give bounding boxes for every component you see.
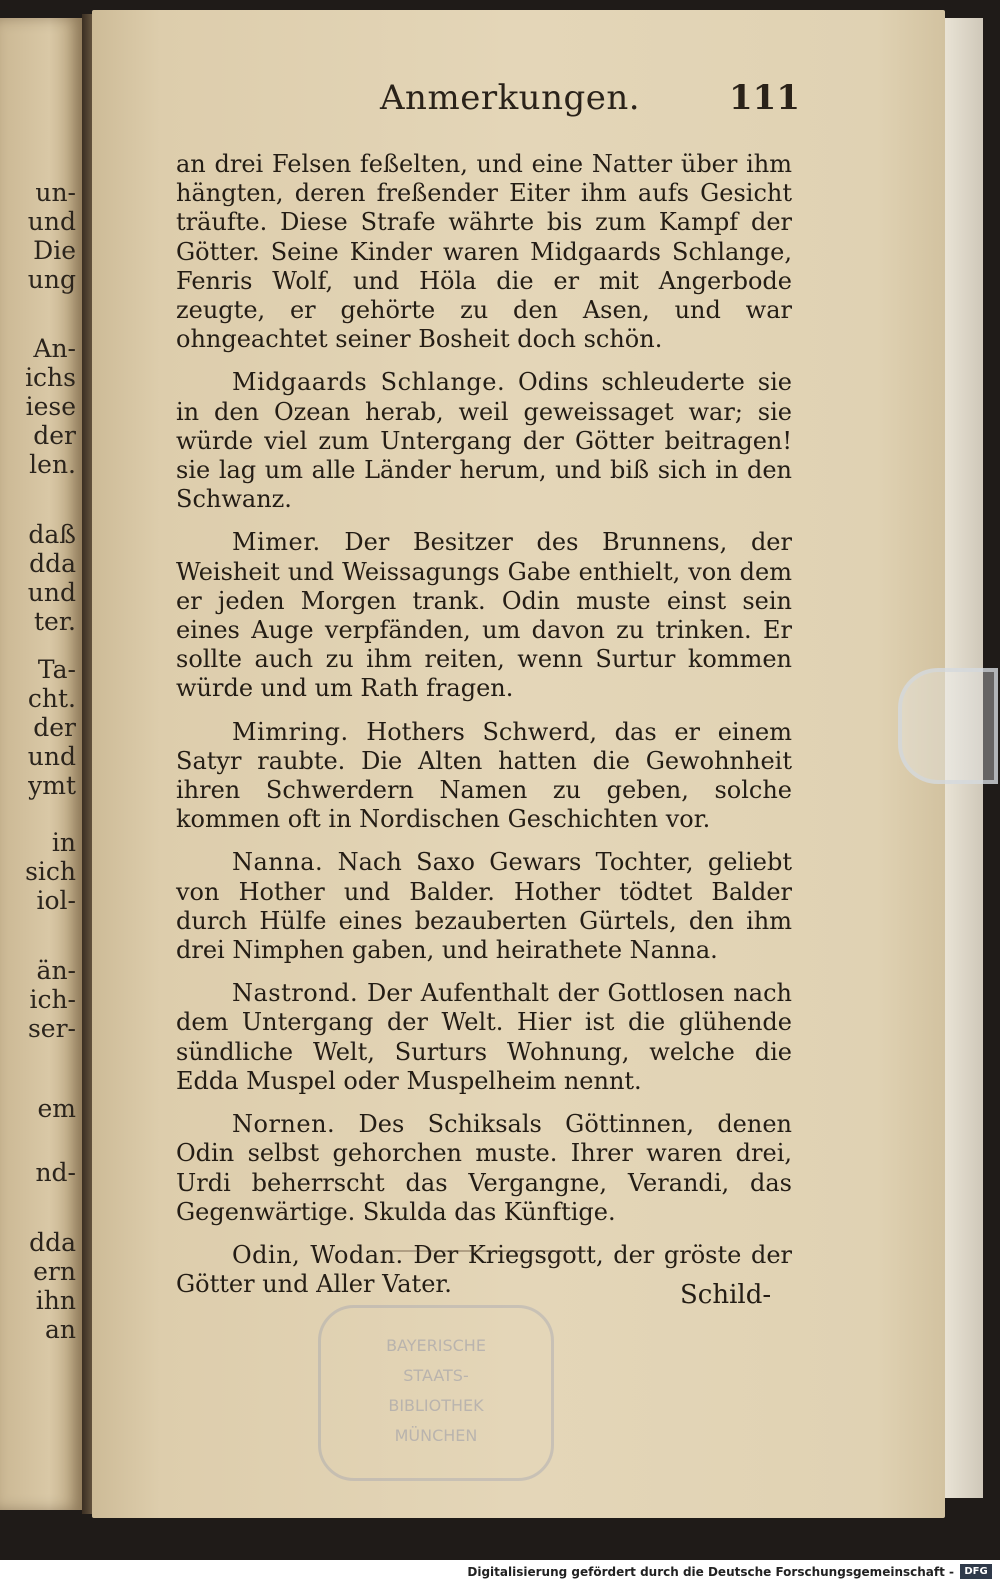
library-stamp	[318, 1305, 554, 1481]
left-margin-fragment: nd-	[35, 1158, 76, 1187]
glossary-entry	[176, 979, 792, 1096]
left-page-margin-text	[0, 18, 82, 1510]
left-margin-fragment: sich	[25, 857, 76, 886]
left-margin-fragment: iol-	[36, 886, 76, 915]
footer-bar	[0, 1560, 1000, 1582]
left-margin-fragment: ung	[27, 265, 76, 294]
left-margin-fragment: und	[27, 578, 76, 607]
entry-term: Midgaards Schlange.	[232, 368, 506, 397]
left-margin-fragment: der	[33, 713, 76, 742]
left-margin-fragment: der	[33, 421, 76, 450]
entry-term: Nornen.	[232, 1110, 336, 1139]
dfg-logo: DFG	[960, 1564, 992, 1579]
left-margin-fragment: ich-	[29, 985, 76, 1014]
entry-text: Des Schiksals Göttinnen, denen Odin selbst gehorchen muste. Ihrer waren drei, Urdi beherrscht das Vergangne, Verandi, das Gegenwärtige. Skulda das Künftige.	[176, 1110, 792, 1226]
entry-text: an drei Felsen feßelten, und eine Natter über ihm hängten, deren freßender Eiter ihm aufs Gesicht träufte. Diese Strafe währte bis zum Kampf der Götter. Seine Kinder waren Midgaards Schlange, Fenris Wolf, und Höla die er mit Angerbode zeugte, er gehörte zu den Asen, und war ohngeachtet seiner Bosheit doch schön.	[176, 150, 792, 354]
left-margin-fragment: dda	[29, 549, 76, 578]
left-margin-fragment: Ta-	[37, 655, 76, 684]
left-margin-fragment: cht.	[27, 684, 76, 713]
glossary-entry	[176, 718, 792, 835]
entry-term: Mimring.	[232, 717, 349, 746]
footer-text: Digitalisierung gefördert durch die Deutsche Forschungsgemeinschaft -	[467, 1565, 954, 1579]
left-margin-fragment: und	[27, 742, 76, 771]
glossary-entry	[176, 1110, 792, 1227]
left-margin-fragment: und	[27, 207, 76, 236]
entry-term: Odin, Wodan.	[232, 1240, 404, 1269]
glossary-entry	[176, 848, 792, 965]
entry-text: Der Besitzer des Brunnens, der Weisheit und Weissagungs Gabe enthielt, von dem er jeden Morgen trank. Odin muste einst sein eines Auge verpfänden, um davon zu trinken. Er sollte auch zu ihm reiten, wenn Surtur kommen würde und um Rath fragen.	[176, 528, 792, 703]
stamp-line: STAATS-	[403, 1366, 469, 1385]
left-margin-fragment: iese	[25, 392, 76, 421]
entry-text: Odins schleuderte sie in den Ozean herab, weil geweissaget war; sie würde viel zum Untergang der Götter beitragen! sie lag um alle Länder herum, und biß sich in den Schwanz.	[176, 368, 792, 514]
left-margin-fragment: dda	[29, 1228, 76, 1257]
stamp-line: BIBLIOTHEK	[388, 1396, 484, 1415]
entry-text: Hothers Schwerd, das er einem Satyr raubte. Die Alten hatten die Gewohnheit ihren Schwerdern Namen zu geben, solche kommen oft in Nordischen Geschichten vor.	[176, 717, 792, 834]
page-header	[380, 78, 800, 128]
page-number: 111	[729, 78, 800, 118]
left-page-fragment	[0, 18, 82, 1510]
left-margin-fragment: daß	[28, 520, 76, 549]
left-margin-fragment: an	[44, 1315, 76, 1344]
running-head: Anmerkungen.	[380, 78, 641, 118]
main-text	[176, 150, 792, 1313]
entry-text: Nach Saxo Gewars Tochter, geliebt von Hother und Balder. Hother tödtet Balder durch Hülfe eines bezauberten Gürtels, den ihm drei Nimphen gaben, und heirathete Nanna.	[176, 848, 792, 965]
entry-term: Nanna.	[232, 848, 324, 877]
entry-text: Der Aufenthalt der Gottlosen nach dem Untergang der Welt. Hier ist die glühende sündliche Welt, Surturs Wohnung, welche die Edda Muspel oder Muspelheim nennt.	[176, 979, 792, 1095]
left-margin-fragment: ser-	[27, 1014, 76, 1043]
entry-term: Mimer.	[232, 528, 321, 557]
glossary-entry	[176, 368, 792, 514]
entry-text: Der Kriegsgott, der gröste der Götter und Aller Vater.	[176, 1240, 792, 1299]
page-clip	[898, 668, 998, 784]
left-margin-fragment: ern	[33, 1257, 76, 1286]
continuation-paragraph	[176, 150, 792, 354]
left-margin-fragment: ymt	[28, 771, 76, 800]
left-margin-fragment: in	[51, 828, 76, 857]
stamp-line: MÜNCHEN	[394, 1426, 478, 1445]
catchword: Schild-	[680, 1280, 772, 1310]
left-margin-fragment: em	[37, 1094, 76, 1123]
left-margin-fragment: len.	[29, 450, 76, 479]
left-margin-fragment: Die	[33, 236, 76, 265]
left-margin-fragment: An-	[33, 334, 76, 363]
left-margin-fragment: ter.	[34, 607, 76, 636]
left-margin-fragment: ihn	[35, 1286, 76, 1315]
entry-term: Nastrond.	[232, 979, 359, 1008]
left-margin-fragment: un-	[35, 178, 76, 207]
end-rule	[382, 1250, 582, 1252]
left-margin-fragment: än-	[36, 956, 76, 985]
stamp-line: BAYERISCHE	[386, 1336, 486, 1355]
glossary-entry	[176, 528, 792, 703]
left-margin-fragment: ichs	[25, 363, 76, 392]
